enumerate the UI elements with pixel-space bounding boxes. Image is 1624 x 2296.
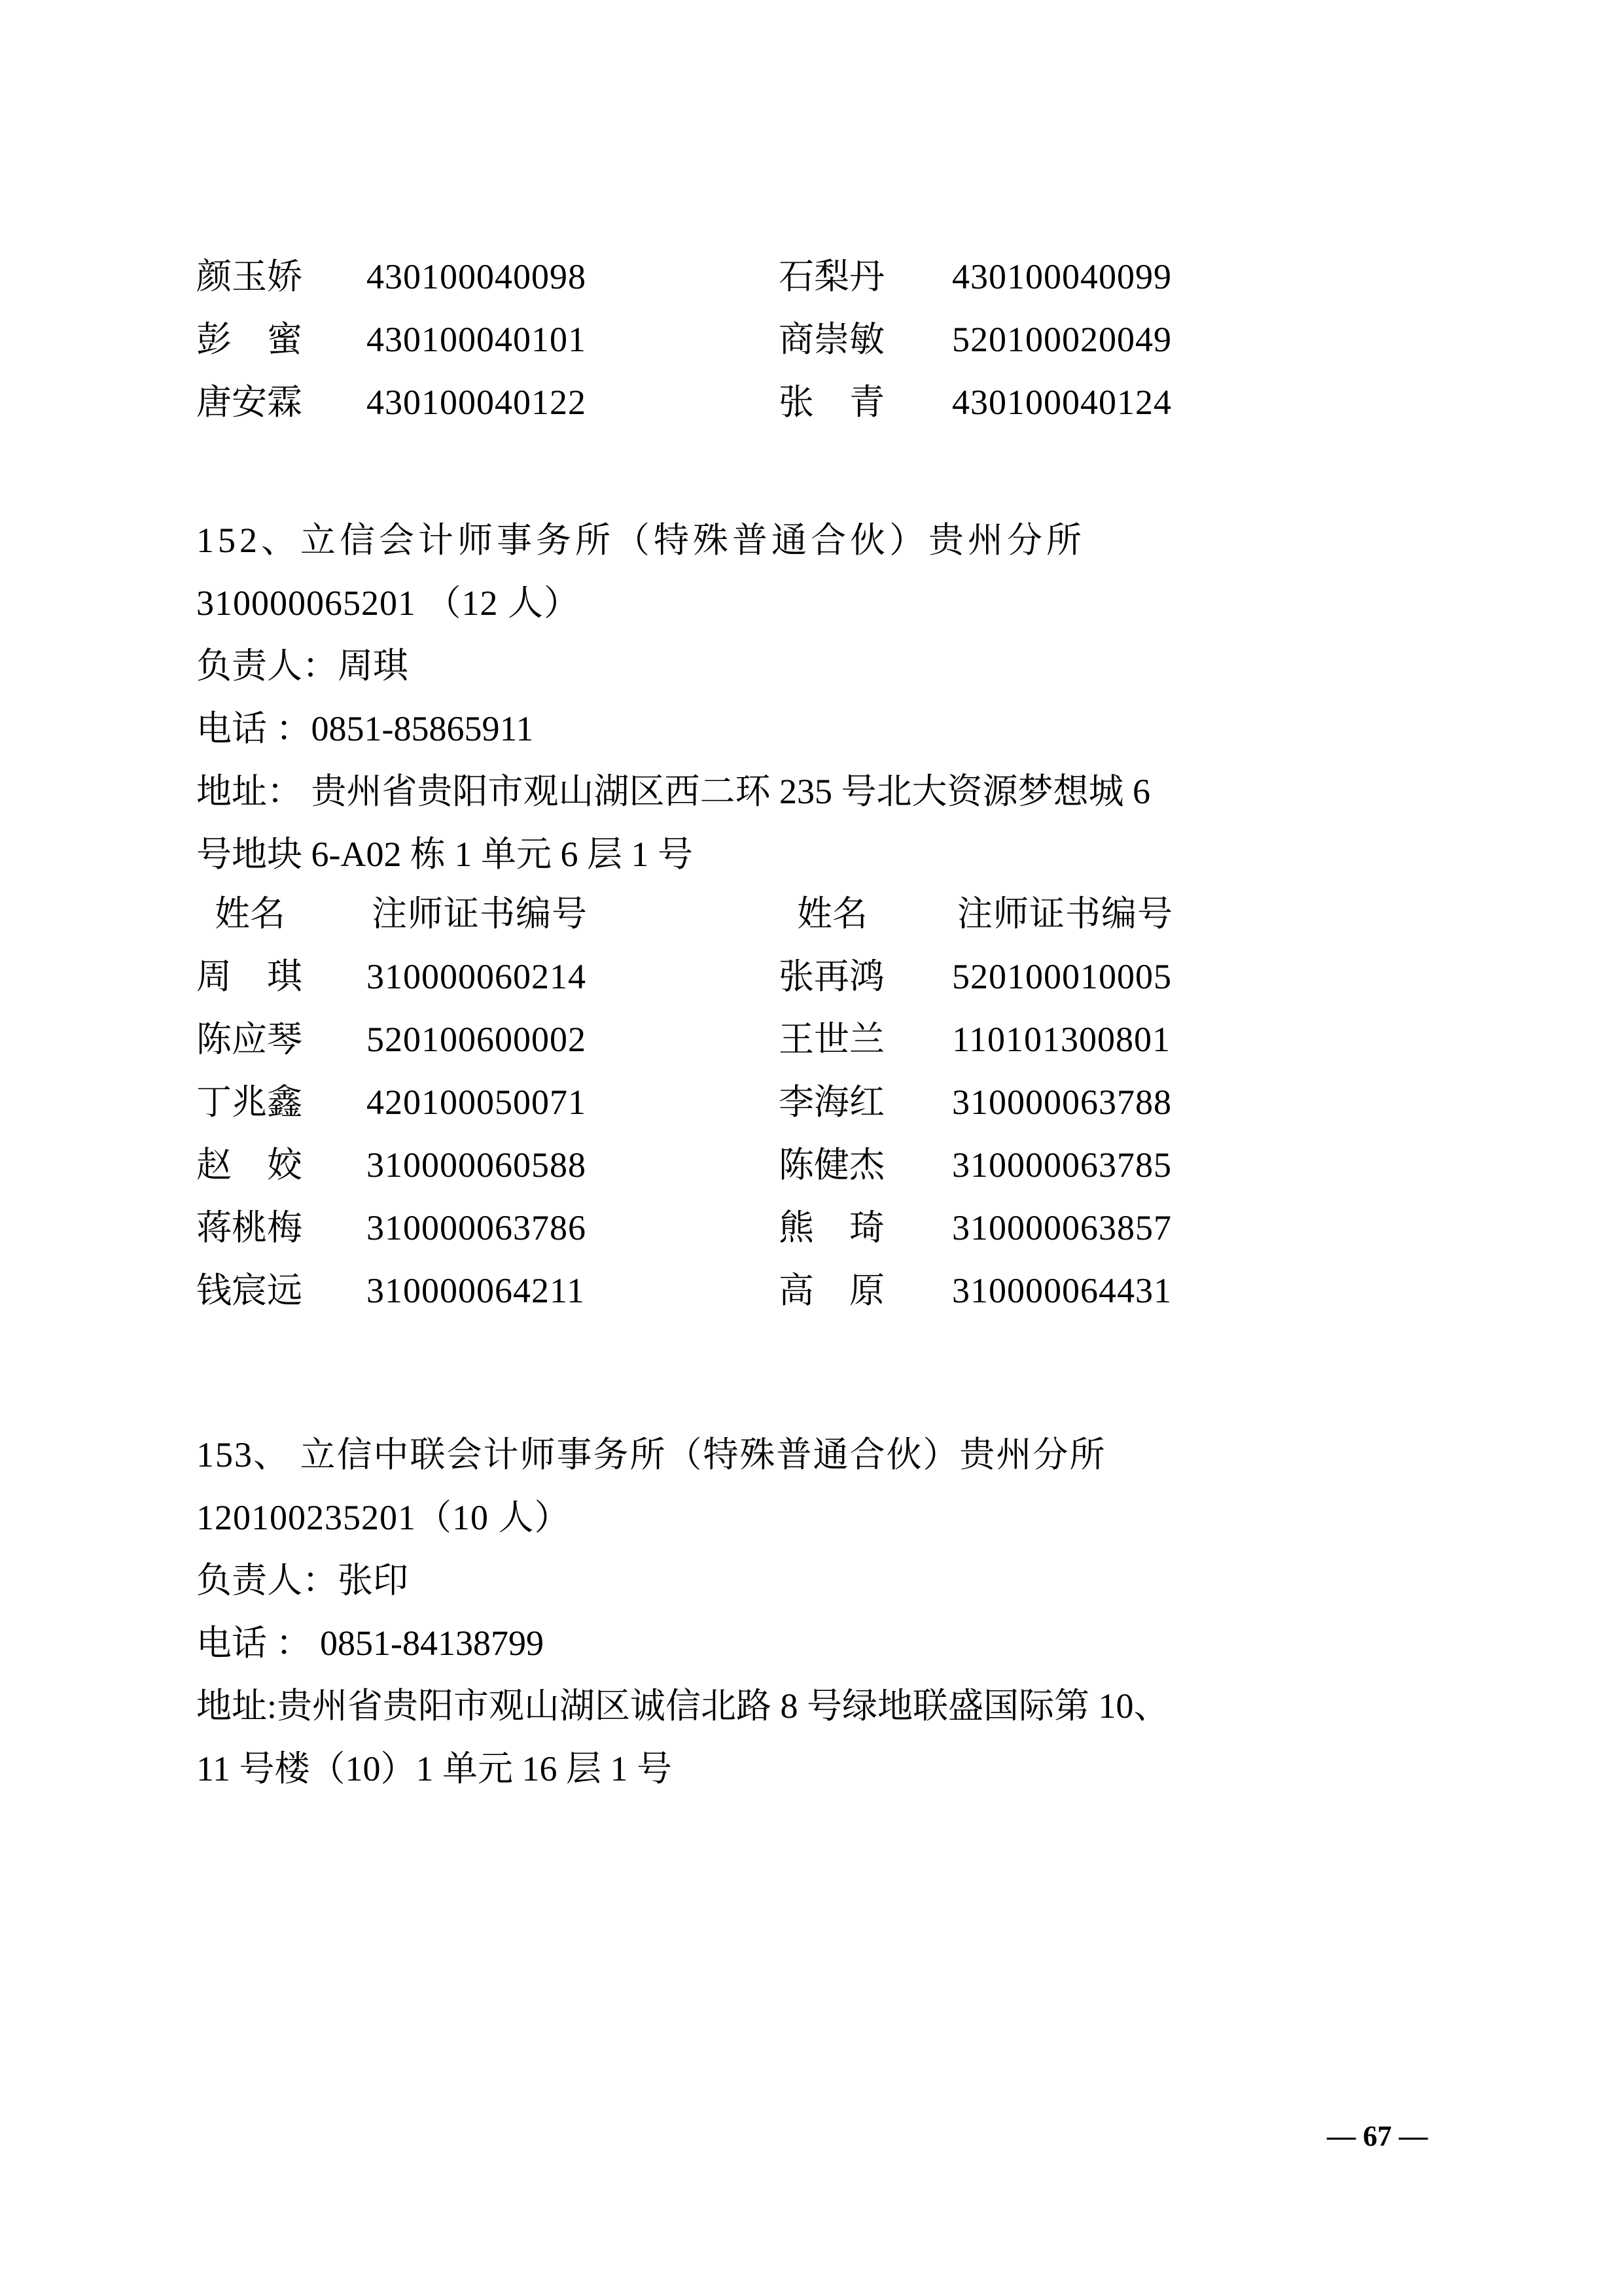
- cell-cert-number: 520100010005: [952, 957, 1172, 996]
- cell-name: 王世兰: [779, 1020, 885, 1059]
- cell-cert-number: 430100040098: [366, 257, 586, 296]
- cell-cert-number: 310000063788: [952, 1083, 1172, 1122]
- cell-name: 颜玉娇: [196, 257, 302, 296]
- cell-cert-number: 310000064211: [366, 1271, 585, 1310]
- cell-cert-number: 520100600002: [366, 1020, 586, 1059]
- firm-entry-152: [196, 509, 1439, 1325]
- table-row: [196, 1074, 1387, 1137]
- cell-name: 张再鸿: [779, 957, 885, 996]
- cell-name: 赵 姣: [196, 1145, 302, 1185]
- cell-name: 唐安霖: [196, 383, 302, 422]
- cell-name: 陈健杰: [779, 1145, 885, 1185]
- page-number: — 67 —: [1327, 2120, 1428, 2152]
- cell-cert-number: 110101300801: [952, 1020, 1171, 1059]
- cell-cert-number: 310000060588: [366, 1145, 586, 1185]
- firm-address-line-2: 号地块 6-A02 栋 1 单元 6 层 1 号: [196, 835, 693, 874]
- section-spacer: [196, 1325, 1439, 1423]
- table-row: [196, 311, 1387, 374]
- firm-leader: 负责人：张印: [196, 1561, 408, 1600]
- cell-name: 张 青: [779, 383, 885, 422]
- continued-roster-table: [196, 249, 1387, 437]
- table-row: [196, 374, 1387, 437]
- cell-cert-number: 420100050071: [366, 1083, 586, 1122]
- firm-address-line-2: 11 号楼（10）1 单元 16 层 1 号: [196, 1749, 672, 1788]
- table-row: [196, 1262, 1387, 1325]
- table-row: [196, 249, 1387, 311]
- firm-phone: 电话 ：0851-85865911: [196, 709, 534, 748]
- header-cert-number: 注师证书编号: [372, 894, 588, 933]
- cell-cert-number: 430100040101: [366, 320, 586, 359]
- cell-name: 蒋桃梅: [196, 1208, 302, 1247]
- cell-cert-number: 310000060214: [366, 957, 586, 996]
- header-cert-number: 注师证书编号: [957, 894, 1173, 933]
- cell-name: 商崇敏: [779, 320, 885, 359]
- firm-title: 152、立信会计师事务所（特殊普通合伙）贵州分所: [196, 521, 1086, 560]
- cell-cert-number: 310000064431: [952, 1271, 1172, 1310]
- cell-cert-number: 520100020049: [952, 320, 1172, 359]
- cell-name: 彭 蜜: [196, 320, 302, 359]
- cell-name: 高 原: [779, 1271, 885, 1310]
- header-name: 姓名: [215, 894, 285, 933]
- section-spacer: [196, 437, 1439, 509]
- cell-name: 丁兆鑫: [196, 1083, 302, 1122]
- cell-cert-number: 310000063785: [952, 1145, 1172, 1185]
- page-content: [196, 249, 1439, 1800]
- firm-address-line-1: 地址： 贵州省贵阳市观山湖区西二环 235 号北大资源梦想城 6: [196, 772, 1150, 811]
- cell-cert-number: 430100040099: [952, 257, 1172, 296]
- cell-cert-number: 430100040124: [952, 383, 1172, 422]
- firm-phone: 电话 ： 0851-84138799: [196, 1624, 544, 1663]
- cell-name: 熊 琦: [779, 1208, 885, 1247]
- header-name: 姓名: [797, 894, 868, 933]
- table-header-row: [196, 886, 1387, 948]
- firm-title: 153、 立信中联会计师事务所（特殊普通合伙）贵州分所: [196, 1435, 1106, 1474]
- firm-code-and-count: 310000065201 （12 人）: [196, 583, 580, 623]
- firm-address-line-1: 地址:贵州省贵阳市观山湖区诚信北路 8 号绿地联盛国际第 10、: [196, 1686, 1169, 1726]
- cell-cert-number: 310000063857: [952, 1208, 1172, 1247]
- cell-cert-number: 310000063786: [366, 1208, 586, 1247]
- firm-leader: 负责人：周琪: [196, 646, 408, 686]
- table-row: [196, 1011, 1387, 1074]
- table-row: [196, 1200, 1387, 1262]
- firm-code-and-count: 120100235201（10 人）: [196, 1498, 571, 1537]
- cpa-roster-table: [196, 886, 1387, 1325]
- cell-name: 李海红: [779, 1083, 885, 1122]
- cell-name: 陈应琴: [196, 1020, 302, 1059]
- cell-name: 石梨丹: [779, 257, 885, 296]
- table-row: [196, 1137, 1387, 1200]
- cell-name: 钱宸远: [196, 1271, 302, 1310]
- cell-cert-number: 430100040122: [366, 383, 586, 422]
- cell-name: 周 琪: [196, 957, 302, 996]
- table-row: [196, 948, 1387, 1011]
- firm-entry-153: [196, 1423, 1439, 1800]
